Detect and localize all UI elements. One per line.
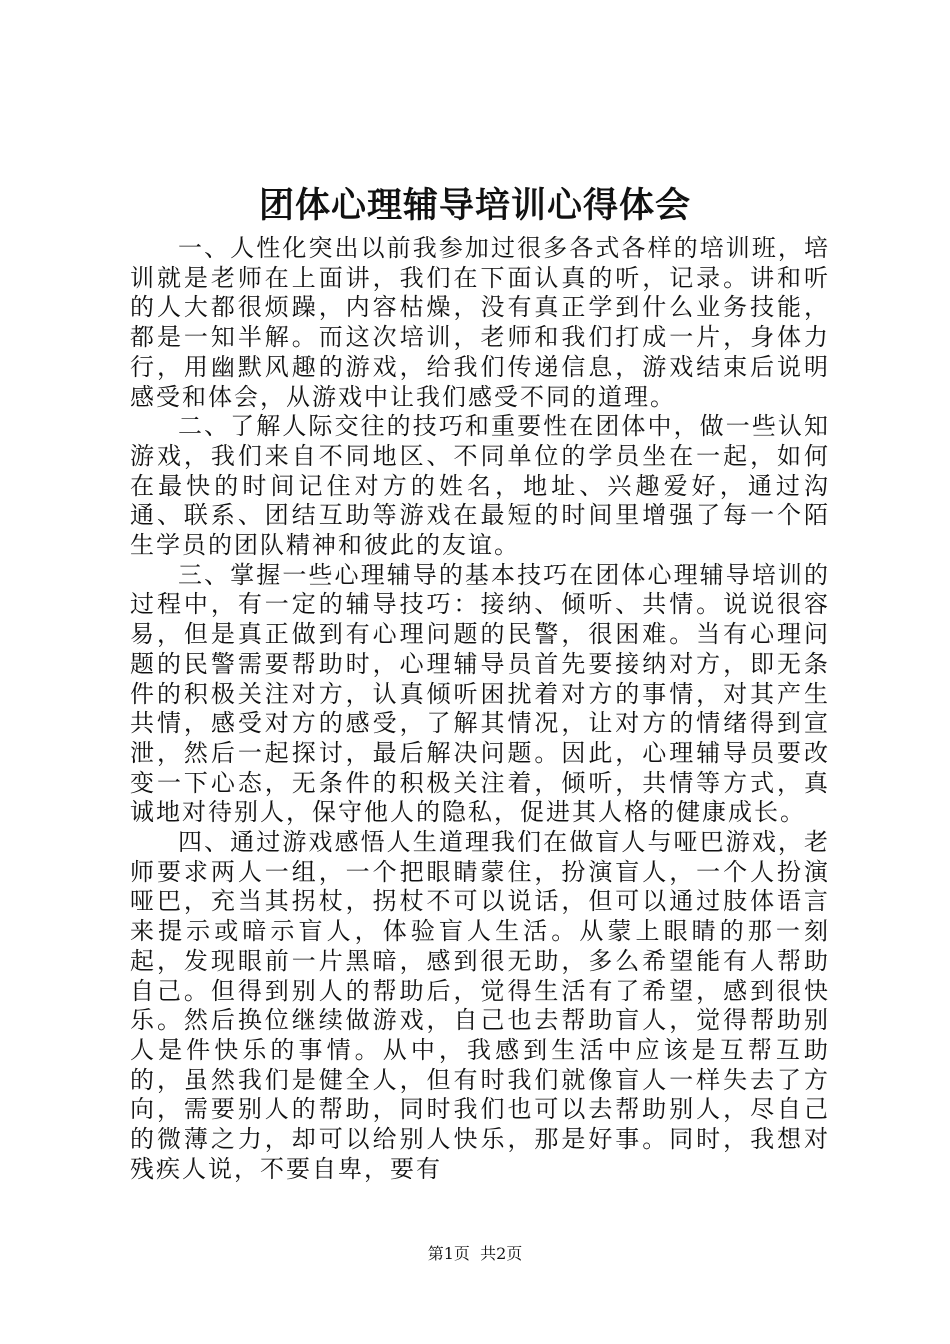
paragraph-4: 四、通过游戏感悟人生道理我们在做盲人与哑巴游戏，老师要求两人一组，一个把眼睛蒙住，扮演盲人，一个人扮演哑巴，充当其拐杖，拐杖不可以说话，但可以通过肢体语言来提示或暗示盲人，体验盲人生活。从蒙上眼睛的那一刻起，发现眼前一片黑暗，感到很无助，多么希望能有人帮助自己。但得到别人的帮助后，觉得生活有了希望，感到很快乐。然后换位继续做游戏，自己也去帮助盲人，觉得帮助别人是件快乐的事情。从中，我感到生活中应该是互帮互助的，虽然我们是健全人，但有时我们就像盲人一样失去了方向，需要别人的帮助，同时我们也可以去帮助别人，尽自己的微薄之力，却可以给别人快乐，那是好事。同时，我想对残疾人说，不要自卑，要有 bbox=[130, 828, 830, 1183]
page-footer bbox=[0, 1242, 950, 1266]
paragraph-2: 二、了解人际交往的技巧和重要性在团体中，做一些认知游戏，我们来自不同地区、不同单位的学员坐在一起，如何在最快的时间记住对方的姓名，地址、兴趣爱好，通过沟通、联系、团结互助等游戏在最短的时间里增强了每一个陌生学员的团队精神和彼此的友谊。 bbox=[130, 412, 830, 560]
paragraph-1: 一、人性化突出以前我参加过很多各式各样的培训班，培训就是老师在上面讲，我们在下面认真的听，记录。讲和听的人大都很烦躁，内容枯燥，没有真正学到什么业务技能，都是一知半解。而这次培训，老师和我们打成一片，身体力行，用幽默风趣的游戏，给我们传递信息，游戏结束后说明感受和体会，从游戏中让我们感受不同的道理。 bbox=[130, 234, 830, 411]
page-number: 第1页 共2页 bbox=[427, 1244, 523, 1263]
document-title: 团体心理辅导培训心得体会 bbox=[258, 186, 691, 226]
paragraph-3: 三、掌握一些心理辅导的基本技巧在团体心理辅导培训的过程中，有一定的辅导技巧：接纳、倾听、共情。说说很容易，但是真正做到有心理问题的民警，很困难。当有心理问题的民警需要帮助时，心理辅导员首先要接纳对方，即无条件的积极关注对方，认真倾听困扰着对方的事情，对其产生共情，感受对方的感受，了解其情况，让对方的情绪得到宣泄，然后一起探讨，最后解决问题。因此，心理辅导员要改变一下心态，无条件的积极关注着，倾听，共情等方式，真诚地对待别人，保守他人的隐私，促进其人格的健康成长。 bbox=[130, 560, 830, 827]
document-body bbox=[130, 234, 830, 1185]
